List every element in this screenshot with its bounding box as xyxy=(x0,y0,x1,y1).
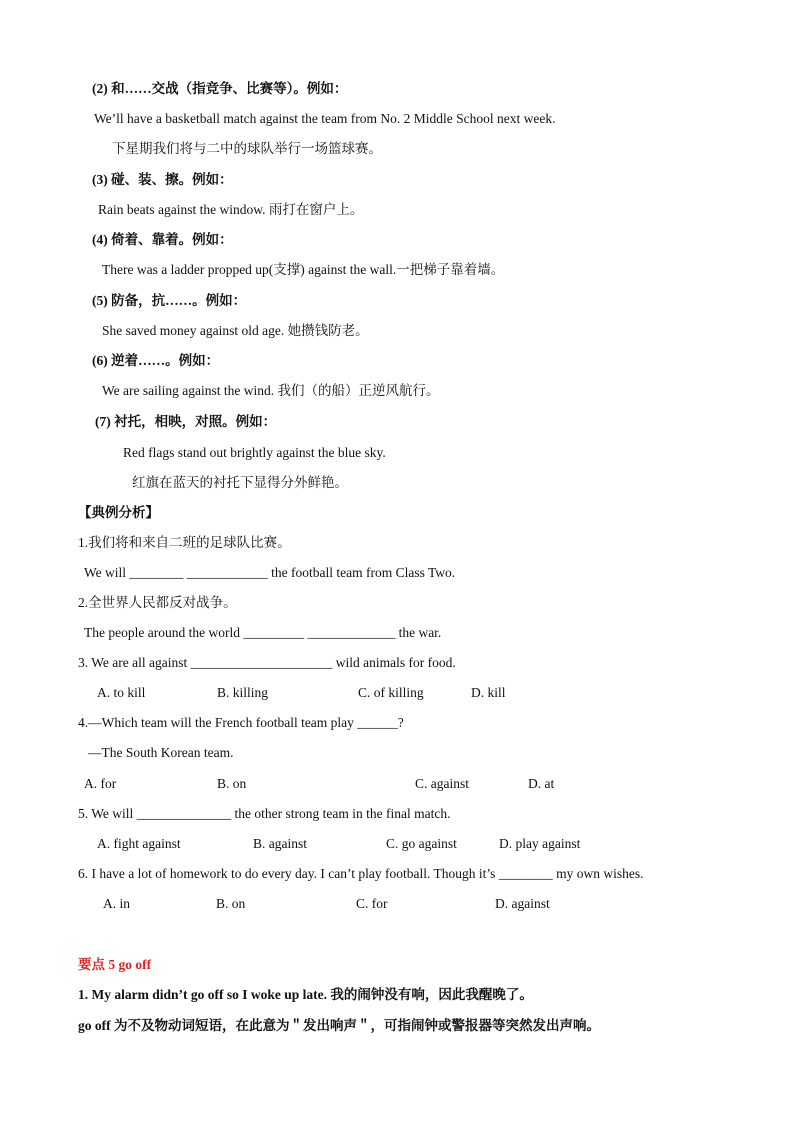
sense-3-example: Rain beats against the window. 雨打在窗户上。 xyxy=(98,202,364,217)
question-1-line: We will ________ ____________ the football team from Class Two. xyxy=(84,565,456,580)
point-5-explanation: go off 为不及物动词短语，在此意为＂发出响声＂，可指闹钟或警报器等突然发出声响。 xyxy=(78,1018,600,1033)
sense-6-example: We are sailing against the wind. 我们（的船）正逆风航行。 xyxy=(102,383,440,398)
sense-2-example-en: We’ll have a basketball match against the team from No. 2 Middle School next week. xyxy=(94,111,556,126)
question-6-option-c: C. for xyxy=(356,896,388,911)
question-5-option-b: B. against xyxy=(253,836,307,851)
sense-3-heading: (3) 碰、装、擦。例如： xyxy=(92,172,233,187)
question-4-option-b: B. on xyxy=(217,776,247,791)
sense-4-heading: (4) 倚着、靠着。例如： xyxy=(92,232,233,247)
sense-6-heading: (6) 逆着……。例如： xyxy=(92,353,220,368)
sense-2-example-zh: 下星期我们将与二中的球队举行一场篮球赛。 xyxy=(112,141,382,156)
question-3-option-b: B. killing xyxy=(217,685,269,700)
question-5-option-c: C. go against xyxy=(386,836,457,851)
sense-2-heading: (2) 和……交战（指竞争、比赛等）。例如： xyxy=(92,81,348,96)
sense-7-example-en: Red flags stand out brightly against the blue sky. xyxy=(123,445,386,460)
question-3-option-c: C. of killing xyxy=(358,685,424,700)
question-4-answer-line: —The South Korean team. xyxy=(88,745,234,760)
sense-5-example: She saved money against old age. 她攒钱防老。 xyxy=(102,323,369,338)
question-6-option-b: B. on xyxy=(216,896,246,911)
question-4-option-c: C. against xyxy=(415,776,469,791)
question-3-option-a: A. to kill xyxy=(97,685,146,700)
question-4-option-d: D. at xyxy=(528,776,555,791)
sense-4-example: There was a ladder propped up(支撑) against the wall.一把梯子靠着墙。 xyxy=(102,262,505,277)
question-5-option-d: D. play against xyxy=(499,836,581,851)
question-6-option-d: D. against xyxy=(495,896,550,911)
question-4-option-a: A. for xyxy=(84,776,117,791)
question-1-prompt: 1.我们将和来自二班的足球队比赛。 xyxy=(78,535,291,550)
question-6-option-a: A. in xyxy=(103,896,130,911)
analysis-title: 【典例分析】 xyxy=(78,505,159,520)
question-4-prompt: 4.—Which team will the French football team play ______? xyxy=(78,715,404,730)
sense-7-heading: (7) 衬托，相映，对照。例如： xyxy=(95,414,277,429)
question-5-option-a: A. fight against xyxy=(97,836,181,851)
point-5-sentence: 1. My alarm didn’t go off so I woke up late. 我的闹钟没有响，因此我醒晚了。 xyxy=(78,987,533,1002)
question-6-prompt: 6. I have a lot of homework to do every day. I can’t play football. Though it’s ________ my own wishes. xyxy=(78,866,644,881)
question-5-prompt: 5. We will ______________ the other strong team in the final match. xyxy=(78,806,451,821)
question-3-prompt: 3. We are all against _____________________ wild animals for food. xyxy=(78,655,456,670)
question-3-option-d: D. kill xyxy=(471,685,506,700)
point-5-title: 要点 5 go off xyxy=(78,957,152,972)
question-2-line: The people around the world _________ _____________ the war. xyxy=(84,625,442,640)
sense-7-example-zh: 红旗在蓝天的衬托下显得分外鲜艳。 xyxy=(132,475,348,490)
question-2-prompt: 2.全世界人民都反对战争。 xyxy=(78,595,237,610)
sense-5-heading: (5) 防备，抗……。例如： xyxy=(92,293,247,308)
